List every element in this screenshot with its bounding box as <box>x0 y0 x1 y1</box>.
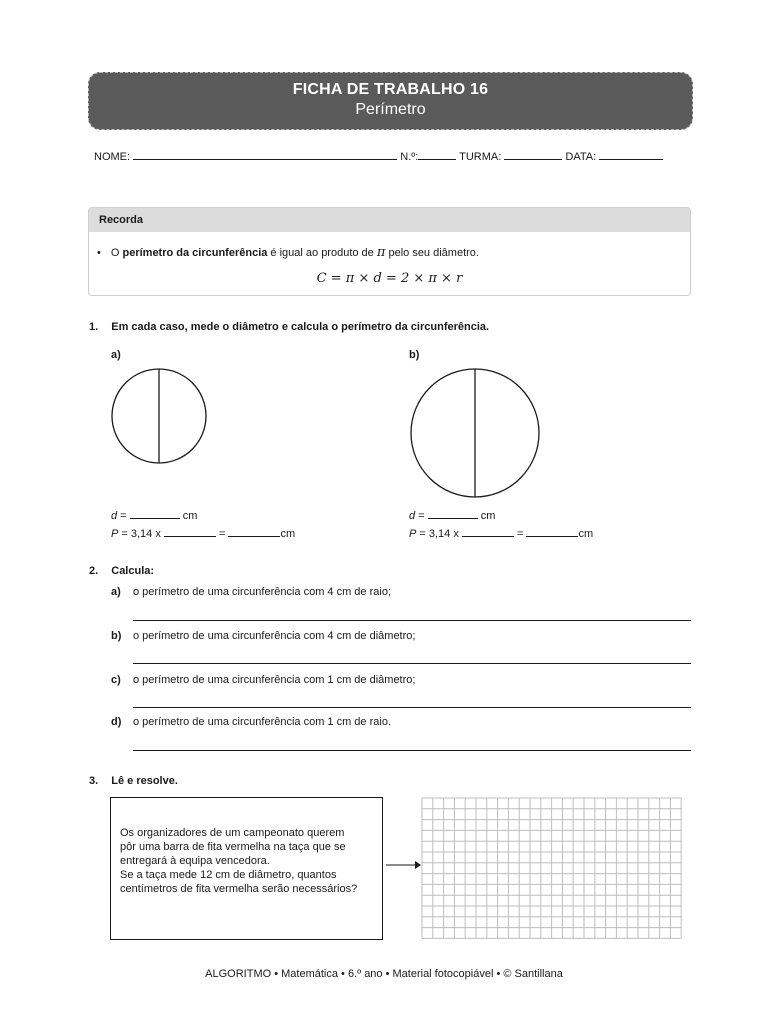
q2-item-a-text: o perímetro de uma circunferência com 4 cm de raio; <box>133 586 392 598</box>
page-footer: ALGORITMO • Matemática • 6.º ano • Material fotocopiável • © Santillana <box>205 968 563 980</box>
circle-a-figure <box>100 360 220 475</box>
q1-b-result-field[interactable] <box>526 525 578 537</box>
q1-item-b-label: b) <box>409 349 420 361</box>
squared-grid[interactable] <box>421 797 687 943</box>
q2-item-b-answer-line[interactable] <box>133 663 691 664</box>
student-info-line <box>94 148 694 163</box>
question-2-text: Calcula: <box>111 565 155 577</box>
question-1 <box>89 321 489 333</box>
q1-b-perimeter-line: P = 3,14 x = cm <box>409 525 593 540</box>
recall-key-term: perímetro da circunferência <box>122 247 268 259</box>
pi-symbol: π <box>376 245 386 260</box>
perimeter-formula: C = π × d = 2 × π × r <box>316 271 463 286</box>
question-2 <box>89 565 154 577</box>
q2-item-d-label: d) <box>111 716 122 728</box>
q1-a-result-field[interactable] <box>228 525 280 537</box>
number-field[interactable] <box>418 148 456 160</box>
q1-b-factor-field[interactable] <box>462 525 514 537</box>
name-field[interactable] <box>133 148 397 160</box>
date-field[interactable] <box>599 148 663 160</box>
worksheet-header <box>88 72 693 130</box>
q1-b-diameter-field[interactable] <box>428 507 478 519</box>
q2-item-d-text: o perímetro de uma circunferência com 1 cm de raio. <box>133 716 392 728</box>
q1-item-a-label: a) <box>111 349 121 361</box>
q2-item-c-answer-line[interactable] <box>133 707 691 708</box>
q2-item-d-answer-line[interactable] <box>133 750 691 751</box>
bullet-icon: • <box>97 247 101 259</box>
class-label: TURMA: <box>459 151 502 163</box>
question-1-text: Em cada caso, mede o diâmetro e calcula o perímetro da circunferência. <box>111 321 490 333</box>
q2-item-c-label: c) <box>111 674 121 686</box>
name-label: NOME: <box>94 151 131 163</box>
q2-item-a-label: a) <box>111 586 121 598</box>
problem-box <box>110 797 383 940</box>
date-label: DATA: <box>565 151 597 163</box>
q1-a-diameter-field[interactable] <box>130 507 180 519</box>
question-2-number: 2. <box>89 565 99 577</box>
circle-b-figure <box>400 362 550 502</box>
recall-heading: Recorda <box>89 208 690 232</box>
arrow-right-icon <box>384 858 422 872</box>
question-3-number: 3. <box>89 775 99 787</box>
worksheet-title: FICHA DE TRABALHO 16 <box>292 81 489 98</box>
recall-box <box>88 207 691 296</box>
class-field[interactable] <box>504 148 562 160</box>
recall-bullet: • O perímetro da circunferência é igual ao produto de π pelo seu diâmetro. <box>97 245 479 260</box>
q2-item-b-text: o perímetro de uma circunferência com 4 cm de diâmetro; <box>133 630 416 642</box>
question-3 <box>89 775 178 787</box>
problem-text: Os organizadores de um campeonato querem pôr uma barra de fita vermelha na taça que se entregará à equipa vencedora. Se a taça mede 12 cm de diâmetro, quantos centímetros de fita vermelha serão necessários? <box>120 827 358 895</box>
q1-a-factor-field[interactable] <box>164 525 216 537</box>
q1-a-perimeter-line: P = 3,14 x = cm <box>111 525 295 540</box>
number-label: N.º: <box>400 151 419 163</box>
q1-a-diameter-line: d = cm <box>111 507 197 522</box>
q2-item-a-answer-line[interactable] <box>133 620 691 621</box>
question-3-text: Lê e resolve. <box>111 775 178 787</box>
question-1-number: 1. <box>89 321 99 333</box>
q2-item-c-text: o perímetro de uma circunferência com 1 cm de diâmetro; <box>133 674 416 686</box>
q1-b-diameter-line: d = cm <box>409 507 495 522</box>
q2-item-b-label: b) <box>111 630 122 642</box>
worksheet-subtitle: Perímetro <box>355 101 426 118</box>
